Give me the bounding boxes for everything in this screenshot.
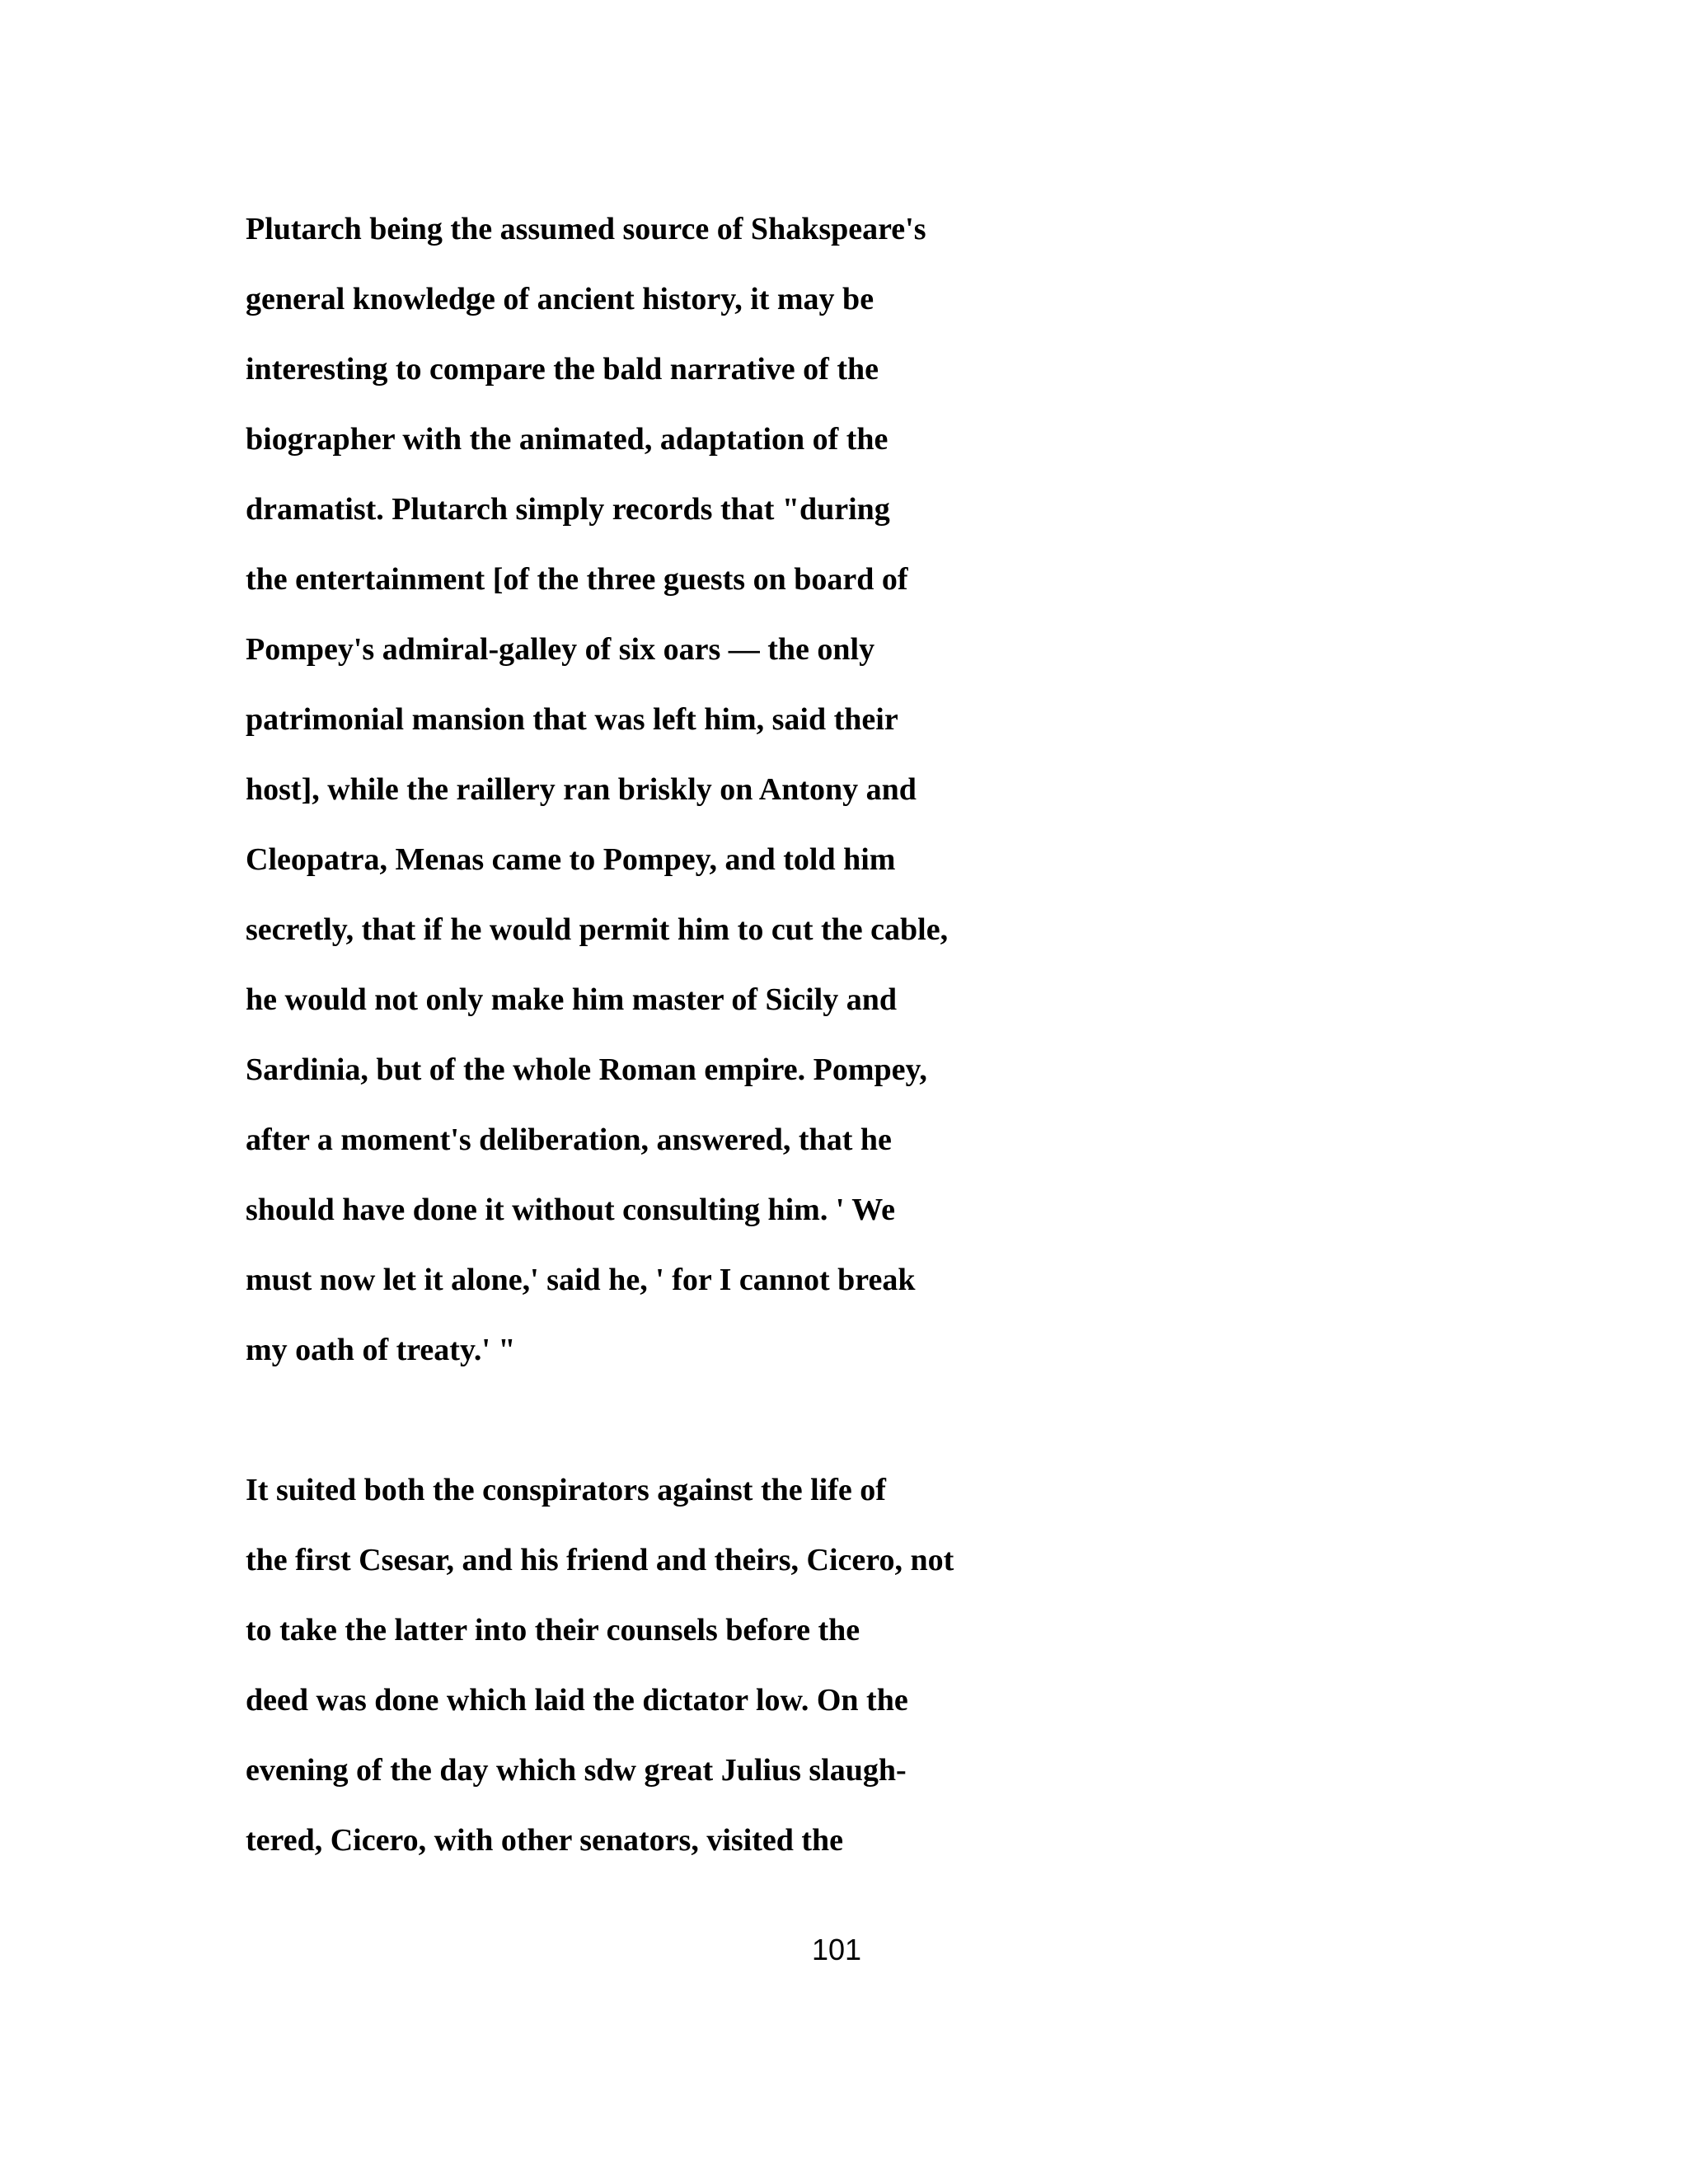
text-line: secretly, that if he would permit him to cut the cable, (246, 912, 949, 947)
text-line: dramatist. Plutarch simply records that "during (246, 492, 890, 527)
text-line: general knowledge of ancient history, it may be (246, 282, 874, 316)
text-line: Sardinia, but of the whole Roman empire. Pompey, (246, 1052, 927, 1087)
page-number: 101 (811, 1933, 862, 1966)
text-line: host], while the raillery ran briskly on Antony and (246, 772, 917, 807)
text-line: evening of the day which sdw great Julius slaugh- (246, 1753, 907, 1788)
text-line: to take the latter into their counsels before the (246, 1613, 860, 1647)
text-line: must now let it alone,' said he, ' for I cannot break (246, 1263, 916, 1297)
text-line: tered, Cicero, with other senators, visited the (246, 1823, 844, 1858)
text-line: Pompey's admiral-galley of six oars — the only (246, 632, 875, 667)
text-line: my oath of treaty.' " (246, 1333, 516, 1367)
text-line: he would not only make him master of Sicily and (246, 982, 897, 1017)
text-line: Plutarch being the assumed source of Shakspeare's (246, 212, 926, 246)
text-line: It suited both the conspirators against the life of (246, 1473, 886, 1507)
text-line: biographer with the animated, adaptation of the (246, 422, 889, 457)
text-line: deed was done which laid the dictator low. On the (246, 1683, 908, 1718)
text-line: should have done it without consulting him. ' We (246, 1193, 895, 1227)
text-line: the entertainment [of the three guests on board of (246, 562, 908, 597)
text-line: after a moment's deliberation, answered, that he (246, 1122, 892, 1157)
paragraph-2 (246, 1455, 1449, 1876)
paragraph-1 (246, 194, 1449, 1385)
text-line: Cleopatra, Menas came to Pompey, and told him (246, 842, 896, 877)
text-line: the first Csesar, and his friend and theirs, Cicero, not (246, 1543, 954, 1577)
text-line: interesting to compare the bald narrative of the (246, 352, 879, 387)
text-line: patrimonial mansion that was left him, said their (246, 702, 898, 737)
